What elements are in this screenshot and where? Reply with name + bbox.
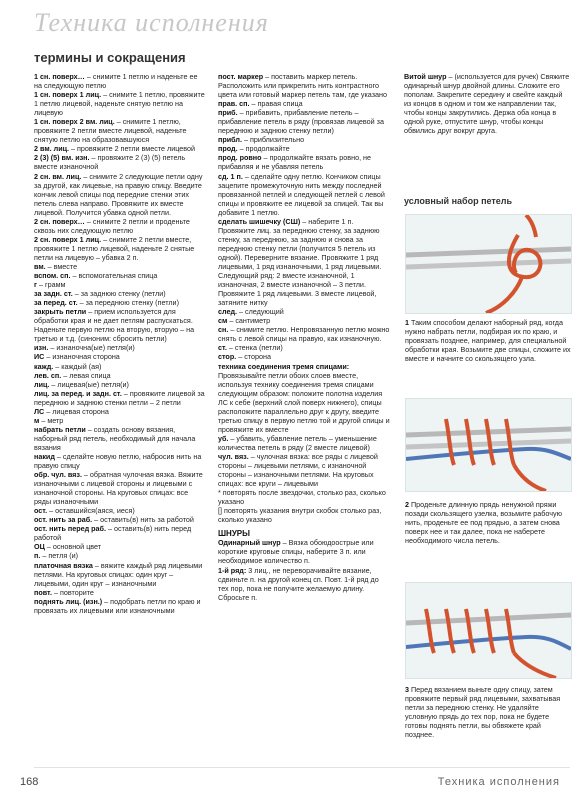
term-entry	[218, 144, 390, 153]
term-entry	[34, 298, 206, 307]
term-definition: – изнаночная сторона	[44, 352, 120, 362]
term-entry	[218, 217, 390, 307]
caption-text: Проденьте длинную прядь ненужной пряжи позади скользящего узелка, возьмите рабочую нить, проденьте ее под прядью, а затем снова поверх нее и так далее, пока не наберете необходимого числа петель.	[405, 500, 562, 546]
term-label: техника соединения тремя спицами:	[218, 361, 350, 371]
term-definition: – петля (и)	[40, 551, 79, 561]
term-definition: – продолжайте	[237, 144, 290, 154]
term-label: 2 вм. лиц.	[34, 144, 70, 154]
term-entry	[218, 566, 390, 602]
term-definition: Провязывайте петли обоих слоев вместе, используя технику соединения тремя спицами следующим образом: положите полотна изделия ЛС к себе (верхний слой поверх нижнего), спицы расположите параллельно друг к другу, введите третью спицу в первую петлю той и другой спицы и провяжите их вместе	[218, 370, 390, 434]
term-entry	[34, 588, 206, 597]
term-entry	[34, 515, 206, 524]
term-label: 1 сн. поверх 2 вм. лиц.	[34, 117, 115, 127]
term-entry	[34, 117, 206, 144]
term-definition: – вспомогательная спица	[70, 271, 158, 281]
section-title: термины и сокращения	[34, 50, 186, 65]
caption-number: 1	[405, 318, 409, 327]
term-label: закрыть петли	[34, 307, 87, 317]
term-entry	[34, 416, 206, 425]
term-definition: – вяжите каждый ряд лицевыми петлями. На круговых спицах: один круг – лицевыми, один круг – изнаночными	[34, 560, 203, 588]
needles-slipknot-drawing	[406, 215, 571, 313]
caption-2	[405, 500, 571, 545]
term-label: за задн. ст.	[34, 289, 73, 299]
footer-title: Техника исполнения	[437, 776, 560, 788]
term-label: платочная вязка	[34, 560, 93, 570]
term-label: чул. вяз.	[218, 451, 249, 461]
term-definition: – метр	[39, 415, 64, 425]
term-label: ОЦ	[34, 542, 45, 552]
term-label: 1 сн. поверх…	[34, 72, 85, 81]
term-label: 2 сн. поверх 1 лиц.	[34, 234, 102, 244]
caption-number: 2	[405, 500, 409, 509]
term-definition: – снимите 1 петлю, провяжите 2 петли вместе лицевой, наденьте снятую петлю на образовавшуюся	[34, 117, 187, 145]
term-entry	[218, 172, 390, 217]
term-label: ИС	[34, 352, 45, 362]
term-entry	[218, 488, 390, 506]
term-definition: – за переднюю стенку (петли)	[77, 298, 179, 308]
term-definition: [] повторять указания внутри скобок столько раз, сколько указано	[218, 506, 382, 525]
term-definition: – правая спица	[249, 99, 303, 109]
caption-text: Перед вязанием выньте одну спицу, затем провяжите первый ряд лицевыми, захватывая петли за переднюю стенку. Не удаляйте условную прядь до тех пор, пока не будете готовы поднять петли, вы обвяжете край позднее.	[405, 685, 561, 740]
term-definition: – снимите 1 петлю и наденьте ее на следующую петлю	[34, 72, 198, 91]
term-definition: – снимите 2 следующие петли одну за другой, как лицевые, на правую спицу. Введите кончик левой спицы под передние стенки этих петель слева направо. Провяжите их вместе лицевой. Получится убавка одной петли.	[34, 171, 203, 217]
strand-winding-drawing	[406, 399, 571, 491]
term-label: ост.	[34, 506, 48, 516]
term-entry	[218, 434, 390, 452]
terms-column-3	[404, 72, 570, 135]
term-entry	[218, 135, 390, 144]
term-definition: – продолжайте вязать ровно, не прибавляя и не убавляя петель	[218, 153, 372, 172]
term-entry	[34, 362, 206, 371]
terms-column-2	[218, 72, 390, 602]
term-label: сд. 1 п.	[218, 171, 243, 181]
term-entry	[34, 271, 206, 280]
first-row-drawing	[406, 583, 571, 678]
illustration-3	[405, 582, 572, 679]
term-definition: – за заднюю стенку (петли)	[72, 289, 166, 299]
term-entry	[218, 343, 390, 352]
term-entry	[34, 352, 206, 361]
term-entry	[218, 316, 390, 325]
term-definition: – сторона	[236, 352, 271, 362]
illustration-title: условный набор петель	[404, 196, 513, 206]
term-entry	[34, 380, 206, 389]
term-label: пост. маркер	[218, 72, 264, 81]
caption-text: Таким способом делают наборный ряд, когда нужно набрать петли, подбирая их по краю, и провязать позднее, например, для специальной обработки края. Возьмите две спицы, сложите их вместе и начните со скользящего узла.	[405, 318, 571, 364]
term-definition: – стенка (петли)	[226, 343, 283, 353]
term-definition: – наберите 1 п. Провяжите лиц. за переднюю стенку, за заднюю стенку, за переднюю, за заднюю и снова за переднюю стенку петли (получится 5 петель из одной). Переверните вязание. Провяжите 1 ряд лицевыми, 1 ряд изнаночными, 1 ряд лицевыми. Следующий ряд: 2 вместе изнаночной, 1 изнаночная, 2 вместе изнаночной – 3 петли. Провяжите 1 ряд лицевыми. 3 вместе лицевой, затяните нитку	[218, 216, 382, 308]
page-number: 168	[20, 776, 39, 788]
term-definition: * повторять после звездочки, столько раз, сколько указано	[218, 488, 386, 507]
term-definition: – лицевая сторона	[44, 406, 109, 416]
term-definition: – левая спица	[61, 370, 111, 380]
term-label: вм.	[34, 261, 46, 271]
term-label: поднять лиц. (изн.)	[34, 596, 103, 606]
term-definition: – чулочная вязка: все ряды с лицевой стороны – лицевыми петлями, с изнаночной стороны – изнаночными петлями. На круговых спицах: все круги – лицевыми	[218, 451, 378, 489]
term-entry	[34, 144, 206, 153]
term-label: м	[34, 415, 40, 425]
term-entry	[218, 153, 390, 171]
term-label: сн.	[218, 325, 229, 335]
term-definition: – провяжите 2 (3) (5) петель вместе изнаночной	[34, 153, 186, 172]
term-definition: – лицевая(ые) петля(и)	[49, 379, 129, 389]
term-entry	[218, 452, 390, 488]
term-entry	[404, 72, 570, 135]
term-definition: – основной цвет	[44, 542, 102, 552]
term-definition: – оставшийся(аяся, иеся)	[47, 506, 135, 516]
term-label: ост. нить перед раб.	[34, 524, 106, 534]
term-label: 2 (3) (5) вм. изн.	[34, 153, 90, 163]
term-label: лев. сп.	[34, 370, 62, 380]
term-definition: – прибавить, прибавление петель – прибавление петель в ряду (провязав лицевой за переднюю и заднюю стенку петли)	[218, 108, 384, 136]
term-label: прод.	[218, 144, 238, 154]
term-label: обр. чул. вяз.	[34, 470, 82, 480]
term-definition: 3 лиц., не переворачивайте вязание, сдвиньте п. на другой конец сп. Повт. 1-й ряд до тех пор, пока не получите желаемую длину. Сбросьте п.	[218, 565, 379, 602]
term-entry	[34, 289, 206, 298]
term-label: прав. сп.	[218, 99, 250, 109]
terms-column-1	[34, 72, 206, 615]
term-label: ЛС	[34, 406, 45, 416]
term-label: 1-й ряд:	[218, 565, 247, 575]
term-entry	[34, 72, 206, 90]
header-title: Техника исполнения	[34, 8, 269, 37]
term-definition: – вместе	[45, 261, 78, 271]
caption-number: 3	[405, 685, 409, 694]
term-label: прибл.	[218, 135, 242, 145]
term-label: прод. ровно	[218, 153, 262, 163]
term-label: 1 сн. поверх 1 лиц.	[34, 90, 102, 100]
term-definition: – подобрать петли по краю и провязать их лицевыми или изнаночными	[34, 596, 201, 615]
term-definition: – убавить, убавление петель – уменьшение количества петель в ряду (2 вместе лицевой)	[218, 433, 377, 452]
cords-heading: ШНУРЫ	[218, 529, 250, 539]
term-label: 2 сн. вм. лиц.	[34, 171, 82, 181]
term-definition: – (используется для ручек) Свяжите одинарный шнур двойной длины. Сложите его пополам. Закрепите середину и свейте каждый из концов в одном и том же направлении так, чтобы концы закрутились. Держа оба конца в одной руке, отпустите шнур, чтобы концы обвились друг вокруг друга.	[404, 72, 570, 136]
term-definition: – сделайте новую петлю, набросив нить на правую спицу	[34, 451, 202, 471]
term-definition: – Вязка обоюдоострые или короткие круговые спицы, наберите 3 п. или необходимое количество п.	[218, 538, 374, 566]
term-entry	[34, 561, 206, 588]
term-label: след.	[218, 307, 238, 317]
term-definition: – повторите	[51, 587, 94, 597]
term-entry	[34, 307, 206, 343]
term-definition: – провяжите 2 петли вместе лицевой	[69, 144, 196, 154]
term-definition: – оставить(в) нить перед работой	[34, 524, 192, 543]
term-label: Одинарный шнур	[218, 538, 281, 548]
term-label: повт.	[34, 587, 52, 597]
term-entry	[218, 325, 390, 343]
term-entry	[34, 235, 206, 262]
term-definition: – каждый (ая)	[53, 361, 102, 371]
term-entry	[218, 362, 390, 434]
term-definition: – снимите 1 петлю, провяжите 1 петлю лицевой, наденьте снятую петлю на лицевую	[34, 90, 205, 118]
term-label: см	[218, 316, 228, 326]
term-label: 2 сн. поверх…	[34, 216, 85, 226]
term-definition: – прием используется для обработки края и не дает петлям распускаться. Наденьте первую петлю на вторую, вторую – на третью и т.д. (синоним: сбросить петли)	[34, 307, 195, 344]
caption-3	[405, 685, 571, 739]
term-label: приб.	[218, 108, 238, 118]
term-label: лиц.	[34, 379, 50, 389]
term-label: ст.	[218, 343, 227, 353]
term-definition: – оставить(в) нить за работой	[92, 515, 194, 525]
term-entry	[218, 538, 390, 565]
term-entry	[34, 551, 206, 560]
term-label: ост. нить за раб.	[34, 515, 93, 525]
term-label: лиц. за перед. и задн. ст.	[34, 388, 122, 398]
term-definition: – обратная чулочная вязка. Вяжите изнаночными с лицевой стороны и лицевыми с изнаночной стороны. На круговых спицах: все ряды изнаночными	[34, 470, 203, 507]
term-definition: – снимите 2 петли вместе, провяжите 1 петлю лицевой, наденьте 2 снятые петли на лицевую – убавка 2 п.	[34, 234, 195, 262]
term-definition: – сделайте одну петлю. Кончиком спицы зацепите промежуточную нить между последней провязанной петлей и следующей петлей с левой спицы и провяжите ее лицевой за спицей. Так вы добавите 1 петлю.	[218, 171, 385, 217]
term-label: вспом. сп.	[34, 271, 71, 281]
term-definition: – создать основу вязания, наборный ряд петель, необходимый для начала вязания	[34, 424, 196, 452]
term-label: уб.	[218, 433, 229, 443]
term-definition: – следующий	[237, 307, 284, 317]
term-definition: – грамм	[37, 280, 66, 290]
term-entry	[34, 343, 206, 352]
term-definition: – поставить маркер петель. Расположить или прикрепить нить контрастного цвета или готовый маркер петель там, где указано	[218, 72, 387, 100]
term-definition: – снимите петлю. Непровязанную петлю можно снять с левой спицы на правую, как изнаночную.	[218, 325, 390, 344]
term-entry	[218, 99, 390, 108]
term-label: сделать шишечку (СШ)	[218, 216, 301, 226]
term-label: за перед. ст.	[34, 298, 78, 308]
caption-1	[405, 318, 571, 363]
term-entry	[34, 542, 206, 551]
term-entry	[34, 597, 206, 615]
term-entry	[34, 280, 206, 289]
footer-rule	[34, 767, 570, 768]
term-entry	[34, 524, 206, 542]
term-entry	[34, 371, 206, 380]
term-entry	[218, 108, 390, 135]
term-entry	[34, 506, 206, 515]
illustration-1	[405, 214, 572, 314]
term-entry	[34, 217, 206, 235]
term-label: накид	[34, 451, 55, 461]
illustration-2	[405, 398, 572, 492]
term-entry	[34, 452, 206, 470]
term-label: п.	[34, 551, 41, 561]
term-entry	[34, 470, 206, 506]
term-entry	[218, 352, 390, 361]
term-label: г	[34, 280, 37, 290]
term-entry	[34, 153, 206, 171]
term-entry	[218, 307, 390, 316]
term-definition: – провяжите лицевой за переднюю и заднюю стенки петли – 2 петли	[34, 388, 205, 407]
term-label: Витой шнур	[404, 72, 447, 81]
term-label: кажд.	[34, 361, 54, 371]
term-definition: – снимите 2 петли и проденьте сквозь них следующую петлю	[34, 216, 190, 235]
term-label: набрать петли	[34, 424, 86, 434]
term-entry	[218, 72, 390, 99]
term-entry	[34, 425, 206, 452]
term-definition: – приблизительно	[241, 135, 305, 145]
term-definition: – изнаночна(ые) петля(и)	[48, 343, 135, 353]
term-entry	[34, 262, 206, 271]
term-definition: – сантиметр	[227, 316, 271, 326]
term-label: изн.	[34, 343, 49, 353]
term-entry	[218, 506, 390, 524]
term-label: стор.	[218, 352, 237, 362]
term-entry	[34, 172, 206, 217]
term-entry	[34, 407, 206, 416]
term-entry	[34, 90, 206, 117]
term-entry	[34, 389, 206, 407]
